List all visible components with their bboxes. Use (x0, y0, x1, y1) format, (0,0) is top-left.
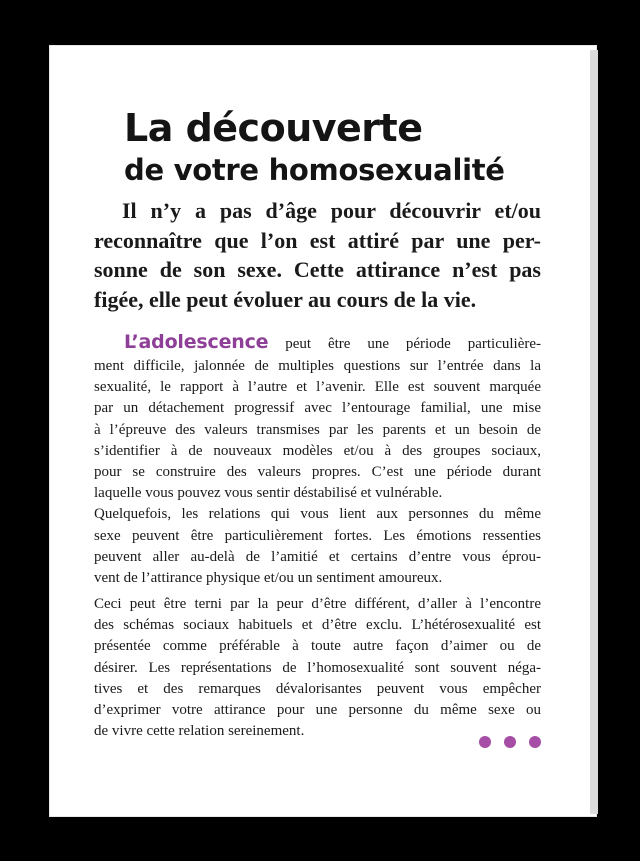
body-line: pour se construire des valeurs propres. C’est une période durant (94, 464, 541, 481)
body-line: s’identifier à de nouveaux modèles et/ou à des groupes sociaux, (94, 442, 541, 459)
body-line: présentée comme préférable à toute autre façon d’aimer ou de (94, 638, 541, 655)
page-title: La découverte (124, 106, 423, 150)
body-line: Quelquefois, les relations qui vous lient aux personnes du même (94, 506, 541, 523)
body-line: d’exprimer votre attirance pour une personne du même sexe ou (94, 702, 541, 719)
body-line: sexualité, le rapport à l’autre et l’avenir. Elle est souvent marquée (94, 379, 541, 396)
three-dots-icon (479, 736, 541, 748)
page-edge-shadow (590, 50, 598, 814)
body-line: des schémas sociaux habituels et d’être exclu. L’hétérosexualité est (94, 617, 541, 634)
body-line: Ceci peut être terni par la peur d’être différent, d’aller à l’encontre (94, 596, 541, 612)
body-line: ment difficile, jalonnée de multiples questions sur l’entrée dans la (94, 358, 541, 374)
intro-line: figée, elle peut évoluer au cours de la vie. (94, 286, 477, 312)
body-paragraph-2 (94, 594, 541, 742)
section-heading: L’adolescence (124, 331, 269, 353)
lead-text: peut être une période particulière- (285, 336, 542, 352)
body-line: vent de l’attirance physique et/ou un sentiment amoureux. (94, 570, 443, 587)
body-line: de vivre cette relation sereinement. (94, 723, 305, 740)
dot-icon (504, 736, 516, 748)
body-paragraph-1 (94, 328, 541, 589)
body-line: sexe peuvent être particulièrement fortes. Les émotions ressenties (94, 527, 541, 544)
intro-line: sonne de son sexe. Cette attirance n’est pas (94, 257, 541, 282)
body-line: laquelle vous pouvez vous sentir déstabilisé et vulnérable. (94, 485, 443, 502)
body-line: à l’épreuve des valeurs transmises par les parents et un besoin de (94, 421, 541, 438)
intro-line: Il n’y a pas d’âge pour découvrir et/ou (122, 198, 541, 223)
body-line: tives et des remarques dévalorisantes peuvent vous empêcher (94, 680, 541, 697)
body-line: peuvent aller au-delà de l’amitié et certains d’entre vous éprou- (94, 548, 541, 565)
page-subtitle: de votre homosexualité (124, 153, 505, 187)
dot-icon (529, 736, 541, 748)
body-line: par un détachement progressif avec l’entourage familial, une mise (94, 400, 541, 417)
intro-line: reconnaître que l’on est attiré par une per- (94, 227, 541, 253)
dot-icon (479, 736, 491, 748)
lead-line (94, 328, 541, 356)
intro-paragraph (94, 196, 541, 314)
body-line: désirer. Les représentations de l’homosexualité sont souvent néga- (94, 659, 541, 676)
